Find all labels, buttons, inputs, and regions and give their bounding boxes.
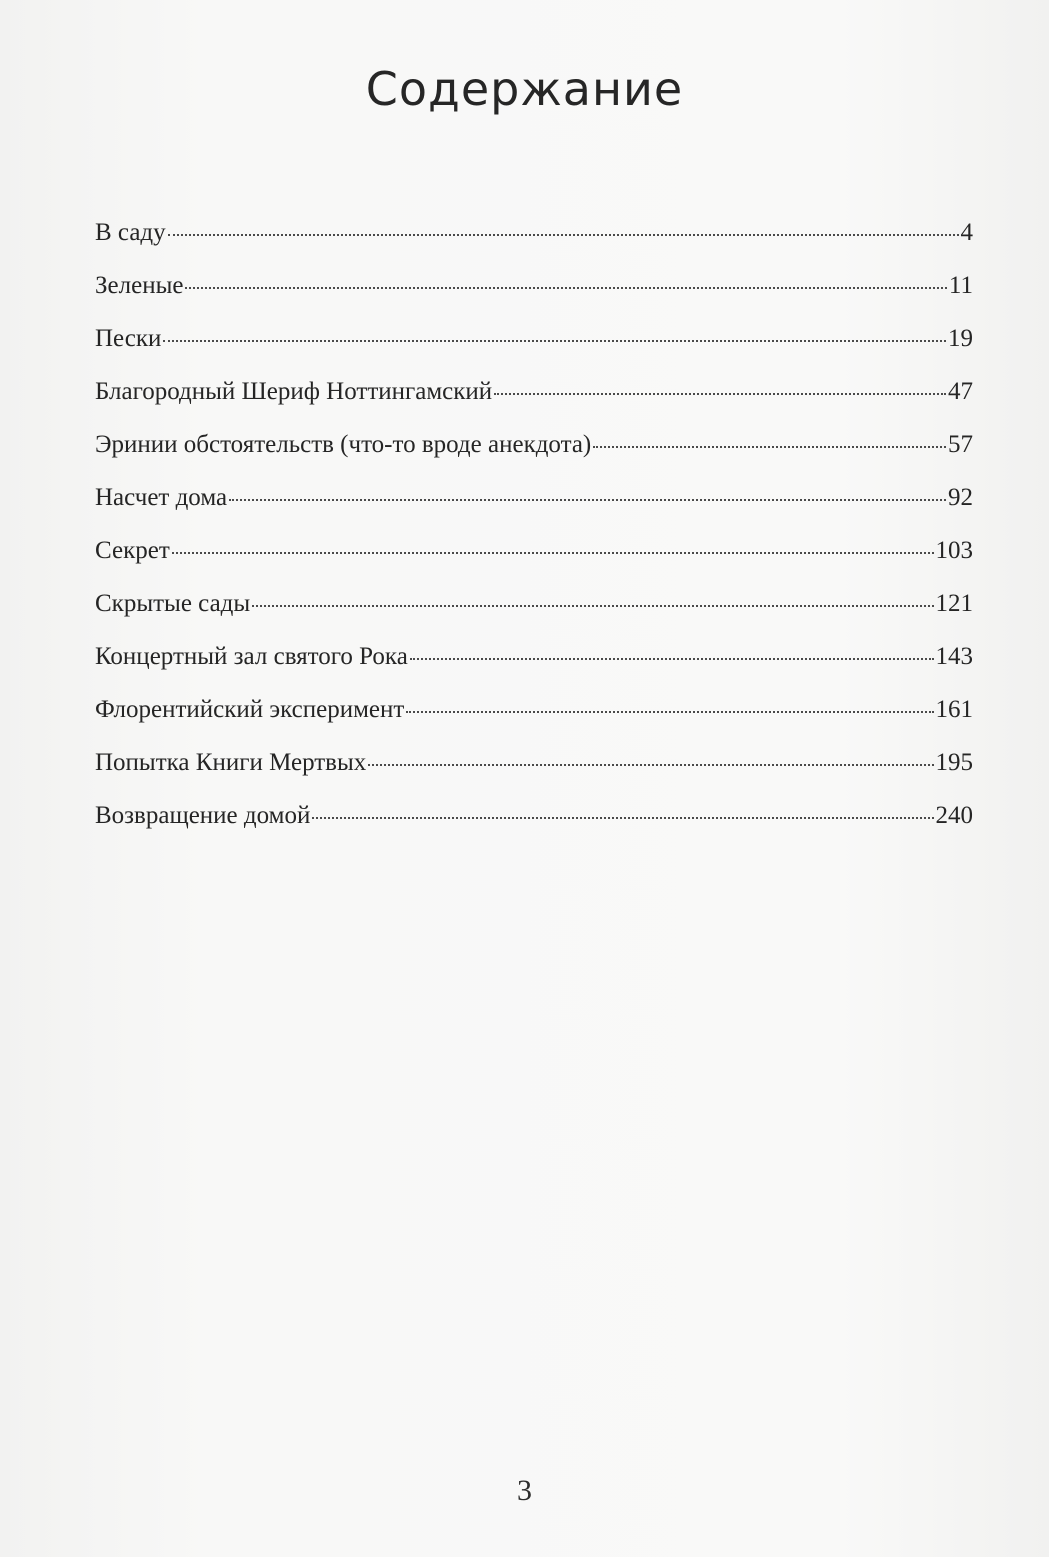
toc-entry-title: Концертный зал святого Рока — [95, 643, 408, 670]
table-of-contents — [95, 218, 973, 854]
dot-leader — [406, 711, 933, 713]
toc-entry-title: Благородный Шериф Ноттингамский — [95, 378, 493, 405]
toc-entry-title: Насчет дома — [95, 484, 228, 511]
toc-entry-title: Скрытые сады — [95, 590, 251, 617]
dot-leader — [368, 764, 933, 766]
toc-entry-title: Пески — [95, 325, 162, 352]
dot-leader — [229, 499, 946, 501]
dot-leader — [410, 658, 934, 660]
toc-entry-page: 19 — [948, 325, 973, 352]
toc-entry-page: 161 — [935, 696, 973, 723]
toc-entry-page: 92 — [948, 484, 973, 511]
toc-entry-title: Возвращение домой — [95, 802, 311, 829]
toc-entry-title: Секрет — [95, 537, 170, 564]
toc-entry — [95, 589, 973, 642]
dot-leader — [163, 340, 946, 342]
toc-entry-title: Зеленые — [95, 272, 184, 299]
toc-entry — [95, 642, 973, 695]
toc-entry — [95, 377, 973, 430]
toc-entry-title: Флорентийский эксперимент — [95, 696, 405, 723]
toc-entry — [95, 324, 973, 377]
toc-entry-title: В саду — [95, 219, 166, 246]
dot-leader — [593, 446, 946, 448]
page-number: 3 — [517, 1474, 532, 1507]
toc-entry — [95, 271, 973, 324]
dot-leader — [172, 552, 934, 554]
dot-leader — [494, 393, 946, 395]
toc-entry-page: 143 — [935, 643, 973, 670]
toc-entry-page: 240 — [935, 802, 973, 829]
toc-entry-page: 11 — [948, 272, 973, 299]
dot-leader — [312, 817, 933, 819]
page-title: Содержание — [365, 62, 684, 116]
dot-leader — [168, 234, 959, 236]
toc-entry-title: Попытка Книги Мертвых — [95, 749, 367, 776]
dot-leader — [252, 605, 933, 607]
toc-entry-page: 103 — [935, 537, 973, 564]
toc-entry — [95, 536, 973, 589]
dot-leader — [185, 287, 946, 289]
toc-entry — [95, 483, 973, 536]
toc-entry — [95, 218, 973, 271]
toc-entry — [95, 695, 973, 748]
toc-entry — [95, 430, 973, 483]
toc-entry — [95, 801, 973, 854]
toc-entry-page: 121 — [935, 590, 973, 617]
toc-entry-page: 57 — [948, 431, 973, 458]
toc-entry-page: 47 — [948, 378, 973, 405]
toc-entry-title: Эринии обстоятельств (что-то вроде анекдота) — [95, 431, 592, 458]
toc-entry-page: 195 — [935, 749, 973, 776]
toc-entry — [95, 748, 973, 801]
toc-entry-page: 4 — [960, 219, 973, 246]
